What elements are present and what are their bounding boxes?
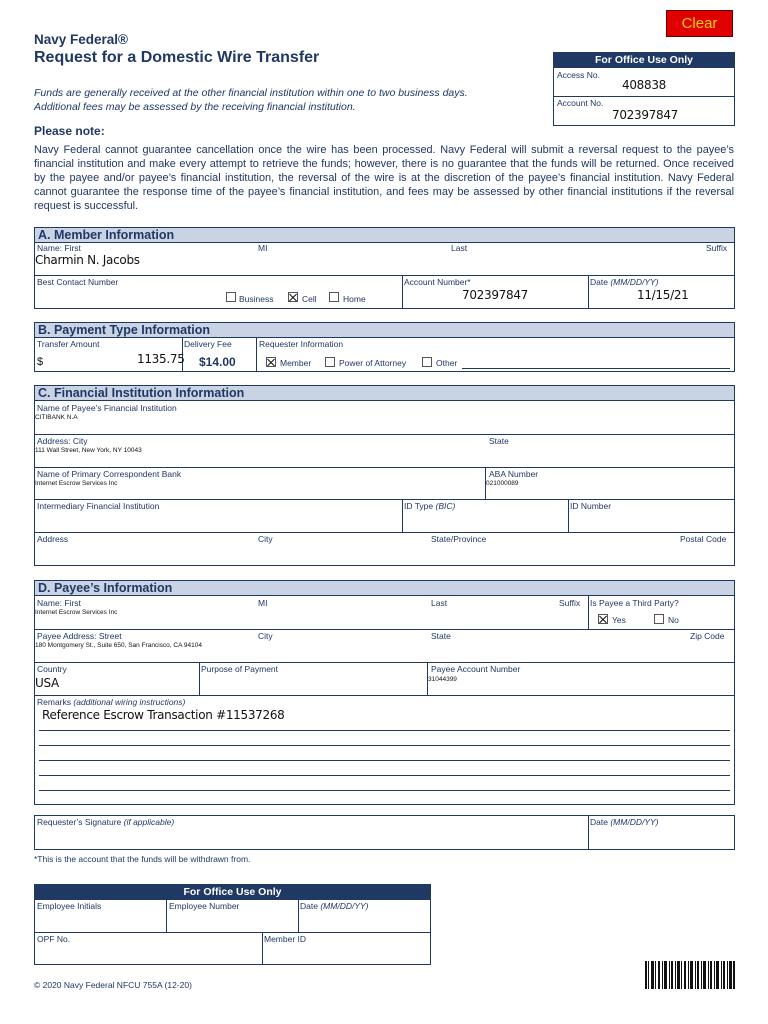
employee-number-label: Employee Number xyxy=(169,901,240,911)
purpose-label: Purpose of Payment xyxy=(201,664,279,674)
fi-address-label: Address: City xyxy=(37,436,88,446)
amount-label: Transfer Amount xyxy=(37,339,100,349)
third-party-no-checkbox[interactable] xyxy=(654,614,664,624)
poa-label: Power of Attorney xyxy=(339,358,407,368)
member-last-label: Last xyxy=(451,243,468,253)
business-label: Business xyxy=(239,294,274,304)
office-account-value[interactable]: 702397847 xyxy=(612,108,679,122)
note-heading: Please note: xyxy=(34,124,105,138)
office-date-label: Date (MM/DD/YY) xyxy=(300,901,369,911)
office-account-label: Account No. xyxy=(557,98,604,108)
contact-number-label: Best Contact Number xyxy=(37,277,119,287)
fee-label: Delivery Fee xyxy=(184,339,232,349)
fi-state-label: State xyxy=(489,436,509,446)
page-title: Request for a Domestic Wire Transfer xyxy=(34,49,320,66)
payee-account-label: Payee Account Number xyxy=(431,664,521,674)
payee-state-label: State xyxy=(431,631,451,641)
section-a-heading: A. Member Information xyxy=(34,227,735,243)
home-label: Home xyxy=(343,294,366,304)
intermediary-label: Intermediary Financial Institution xyxy=(37,501,160,511)
member-account-field[interactable]: 702397847 xyxy=(462,288,529,302)
intro-text: Funds are generally received at the other financial institution within one to two business days. Additional fees may be assessed by the receiving financial institution. xyxy=(34,87,468,113)
transfer-amount-field[interactable]: 1135.75 xyxy=(137,352,185,366)
access-label: Access No. xyxy=(557,70,600,80)
delivery-fee-value: $14.00 xyxy=(199,355,236,369)
footer-copyright: © 2020 Navy Federal NFCU 755A (12-20) xyxy=(34,980,192,990)
section-d-heading: D. Payee’s Information xyxy=(34,580,735,596)
country-field[interactable]: USA xyxy=(35,676,59,690)
cell-checkbox[interactable] xyxy=(288,292,298,302)
section-c-body xyxy=(34,400,735,566)
third-party-yes-checkbox[interactable] xyxy=(598,614,608,624)
postal-code-label: Postal Code xyxy=(680,534,727,544)
payee-mi-label: MI xyxy=(258,598,268,608)
payee-suffix-label: Suffix xyxy=(559,598,581,608)
brand-name: Navy Federal® xyxy=(34,32,128,47)
payee-city-label: City xyxy=(258,631,273,641)
poa-checkbox[interactable] xyxy=(325,357,335,367)
signature-date-label: Date (MM/DD/YY) xyxy=(590,817,659,827)
payee-fi-field[interactable]: CITIBANK N.A xyxy=(35,414,78,421)
account-footnote: *This is the account that the funds will be withdrawn from. xyxy=(34,854,251,864)
requester-label: Requester Information xyxy=(259,339,344,349)
business-checkbox[interactable] xyxy=(226,292,236,302)
remarks-field[interactable]: Reference Escrow Transaction #11537268 xyxy=(42,708,285,722)
employee-initials-label: Employee Initials xyxy=(37,901,102,911)
clear-button[interactable]: Clear xyxy=(666,10,733,37)
corr-bank-field[interactable]: Internet Escrow Services Inc xyxy=(35,480,118,487)
third-party-label: Is Payee a Third Party? xyxy=(590,598,679,608)
member-first-label: Name: First xyxy=(37,243,81,253)
office-use-bottom xyxy=(34,884,431,965)
member-checkbox[interactable] xyxy=(266,357,276,367)
corr-bank-label: Name of Primary Correspondent Bank xyxy=(37,469,182,479)
yes-label: Yes xyxy=(612,615,626,625)
aba-label: ABA Number xyxy=(489,469,539,479)
inter-address-label: Address xyxy=(37,534,69,544)
country-label: Country xyxy=(37,664,67,674)
member-mi-label: MI xyxy=(258,243,268,253)
id-number-label: ID Number xyxy=(570,501,612,511)
payee-street-field[interactable]: 180 Montgomery St., Suite 650, San Francisco, CA 94104 xyxy=(35,642,202,649)
note-body: Navy Federal cannot guarantee cancellation once the wire has been processed. Navy Federal will submit a reversal request to the payee’s financial institution and make every attempt to retrieve the funds; however, there is no guarantee that the funds will be returned. Once received by the payee and/or payee’s financial institution, the reversal of the wire is at the discretion of the payee’s financial institution. Navy Federal cannot guarantee the response time of the payee’s financial institution, and fees may be assessed by other financial institutions if the reversal request is successful. xyxy=(34,144,734,212)
cell-label: Cell xyxy=(302,294,317,304)
payee-last-label: Last xyxy=(431,598,448,608)
no-label: No xyxy=(668,615,679,625)
inter-city-label: City xyxy=(258,534,273,544)
member-id-label: Member ID xyxy=(264,934,307,944)
payee-zip-label: Zip Code xyxy=(690,631,725,641)
section-c-heading: C. Financial Institution Information xyxy=(34,385,735,401)
payee-street-label: Payee Address: Street xyxy=(37,631,122,641)
member-date-label: Date (MM/DD/YY) xyxy=(590,277,659,287)
currency-symbol: $ xyxy=(37,356,44,368)
home-checkbox[interactable] xyxy=(329,292,339,302)
member-suffix-label: Suffix xyxy=(706,243,728,253)
opf-label: OPF No. xyxy=(37,934,71,944)
section-b-heading: B. Payment Type Information xyxy=(34,322,735,338)
signature-label: Requester’s Signature (if applicable) xyxy=(37,817,175,827)
member-date-field[interactable]: 11/15/21 xyxy=(637,288,689,302)
payee-fi-label: Name of Payee’s Financial Institution xyxy=(37,403,177,413)
payee-name-field[interactable]: Internet Escrow Services Inc xyxy=(35,609,118,616)
payee-account-field[interactable]: 31044399 xyxy=(428,676,457,683)
access-value[interactable]: 408838 xyxy=(622,78,667,92)
other-label: Other xyxy=(436,358,458,368)
other-checkbox[interactable] xyxy=(422,357,432,367)
fi-address-field[interactable]: 111 Wall Street, New York, NY 10043 xyxy=(35,447,142,454)
member-option-label: Member xyxy=(280,358,312,368)
remarks-label: Remarks (additional wiring instructions) xyxy=(37,697,186,707)
office-use-bottom-title: For Office Use Only xyxy=(35,885,430,900)
barcode-icon xyxy=(645,961,735,989)
aba-field[interactable]: 021000089 xyxy=(486,480,519,487)
payee-first-label: Name: First xyxy=(37,598,81,608)
office-use-top xyxy=(553,52,735,126)
member-account-label: Account Number* xyxy=(404,277,471,287)
office-use-top-title: For Office Use Only xyxy=(554,53,734,68)
id-type-label: ID Type (BIC) xyxy=(404,501,456,511)
member-name-field[interactable]: Charmin N. Jacobs xyxy=(35,253,140,267)
state-province-label: State/Province xyxy=(431,534,487,544)
